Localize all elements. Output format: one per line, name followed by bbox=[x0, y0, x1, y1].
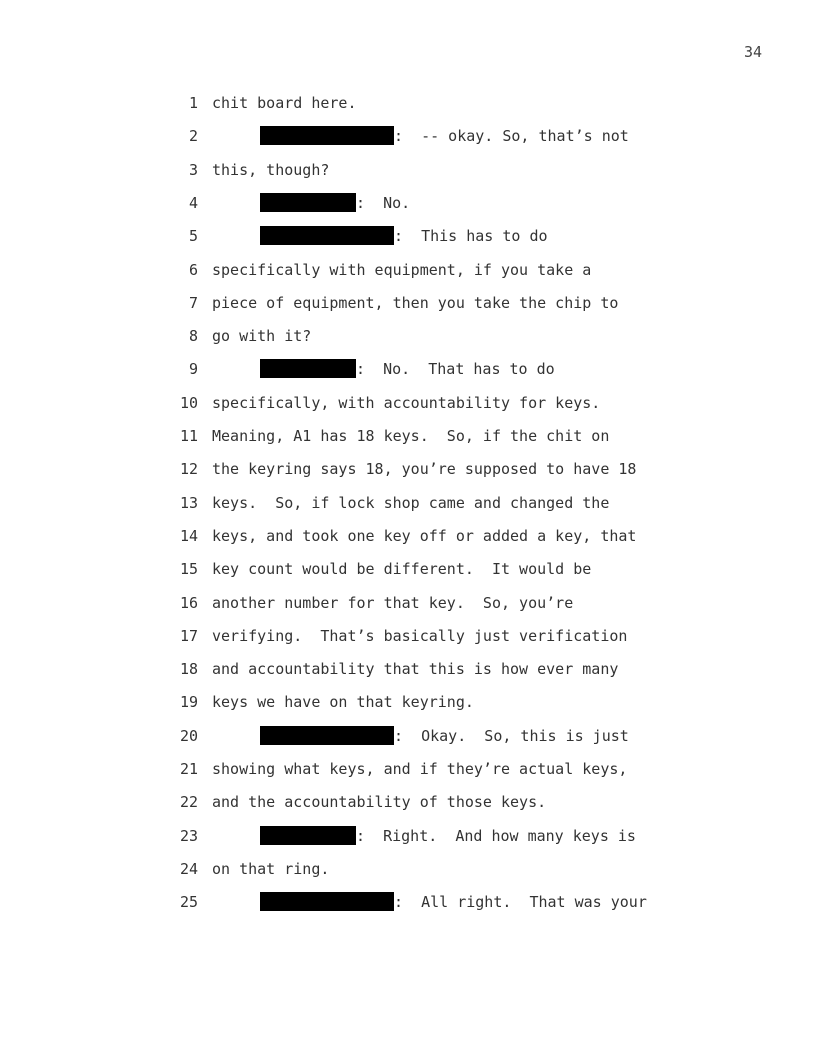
redacted-speaker-name bbox=[260, 226, 394, 245]
line-text: keys, and took one key off or added a key, that bbox=[212, 526, 637, 545]
line-number: 14 bbox=[179, 526, 198, 545]
line-number: 3 bbox=[188, 160, 198, 179]
line-text: and accountability that this is how ever many bbox=[212, 660, 619, 679]
line-number: 22 bbox=[179, 793, 198, 812]
line-text: Meaning, A1 has 18 keys. So, if the chit on bbox=[212, 427, 610, 445]
line-number: 13 bbox=[179, 493, 198, 512]
line-text: : Okay. So, this is just bbox=[260, 720, 629, 753]
line-text: this, though? bbox=[212, 160, 330, 179]
transcript-line bbox=[0, 487, 816, 520]
line-number: 16 bbox=[179, 593, 198, 612]
transcript-line bbox=[0, 187, 816, 220]
redacted-speaker-name bbox=[260, 126, 394, 145]
line-number: 8 bbox=[188, 327, 198, 346]
transcript-line bbox=[0, 220, 816, 253]
line-number: 7 bbox=[188, 293, 198, 312]
line-number: 17 bbox=[179, 626, 198, 645]
line-number: 25 bbox=[179, 893, 198, 912]
transcript-line bbox=[0, 720, 816, 753]
redacted-speaker-name bbox=[260, 892, 394, 911]
line-text: keys. So, if lock shop came and changed the bbox=[212, 493, 610, 512]
transcript-line bbox=[0, 287, 816, 320]
line-number: 10 bbox=[179, 393, 198, 412]
line-number: 11 bbox=[179, 427, 198, 445]
redacted-speaker-name bbox=[260, 826, 356, 845]
line-text: another number for that key. So, you’re bbox=[212, 593, 574, 612]
transcript-line bbox=[0, 886, 816, 919]
line-number: 20 bbox=[179, 726, 198, 745]
transcript-line bbox=[0, 653, 816, 686]
line-text: : No. That has to do bbox=[260, 353, 555, 386]
line-number: 18 bbox=[179, 660, 198, 679]
transcript-line bbox=[0, 620, 816, 653]
line-text: piece of equipment, then you take the chip to bbox=[212, 293, 619, 312]
page-number: 34 bbox=[743, 43, 762, 61]
line-text: showing what keys, and if they’re actual keys, bbox=[212, 760, 628, 778]
line-number: 19 bbox=[179, 693, 198, 712]
line-text: specifically with equipment, if you take a bbox=[212, 260, 592, 279]
transcript-line bbox=[0, 553, 816, 586]
line-number: 21 bbox=[179, 760, 198, 778]
line-text: the keyring says 18, you’re supposed to have 18 bbox=[212, 460, 637, 479]
line-number: 23 bbox=[179, 826, 198, 845]
line-number: 1 bbox=[188, 94, 198, 112]
redacted-speaker-name bbox=[260, 359, 356, 378]
line-text: : No. bbox=[260, 187, 410, 220]
transcript-line bbox=[0, 353, 816, 386]
line-text: on that ring. bbox=[212, 859, 330, 878]
redacted-speaker-name bbox=[260, 726, 394, 745]
line-number: 15 bbox=[179, 560, 198, 579]
transcript-line bbox=[0, 753, 816, 786]
transcript-line bbox=[0, 387, 816, 420]
line-number: 12 bbox=[179, 460, 198, 479]
transcript-line bbox=[0, 254, 816, 287]
line-text: chit board here. bbox=[212, 94, 357, 112]
line-number: 2 bbox=[188, 127, 198, 146]
line-text: key count would be different. It would be bbox=[212, 560, 592, 579]
transcript-line bbox=[0, 587, 816, 620]
line-text: keys we have on that keyring. bbox=[212, 693, 474, 712]
transcript-line bbox=[0, 154, 816, 187]
line-number: 4 bbox=[188, 193, 198, 212]
line-text: go with it? bbox=[212, 327, 312, 346]
transcript-line bbox=[0, 320, 816, 353]
transcript-line bbox=[0, 786, 816, 819]
line-number: 5 bbox=[188, 227, 198, 246]
line-text: specifically, with accountability for keys. bbox=[212, 393, 601, 412]
transcript-line bbox=[0, 820, 816, 853]
redacted-speaker-name bbox=[260, 193, 356, 212]
line-text: verifying. That’s basically just verification bbox=[212, 626, 628, 645]
transcript-line bbox=[0, 453, 816, 486]
line-text: : Right. And how many keys is bbox=[260, 820, 636, 853]
transcript-line bbox=[0, 87, 816, 120]
line-text: : All right. That was your bbox=[260, 886, 647, 919]
line-number: 6 bbox=[188, 260, 198, 279]
line-number: 24 bbox=[179, 859, 198, 878]
transcript-line bbox=[0, 853, 816, 886]
transcript-line bbox=[0, 686, 816, 719]
transcript-line bbox=[0, 420, 816, 453]
transcript-line bbox=[0, 120, 816, 153]
transcript-line bbox=[0, 520, 816, 553]
line-number: 9 bbox=[188, 360, 198, 379]
line-text: : This has to do bbox=[260, 220, 548, 253]
line-text: : -- okay. So, that’s not bbox=[260, 120, 629, 153]
line-text: and the accountability of those keys. bbox=[212, 793, 547, 812]
